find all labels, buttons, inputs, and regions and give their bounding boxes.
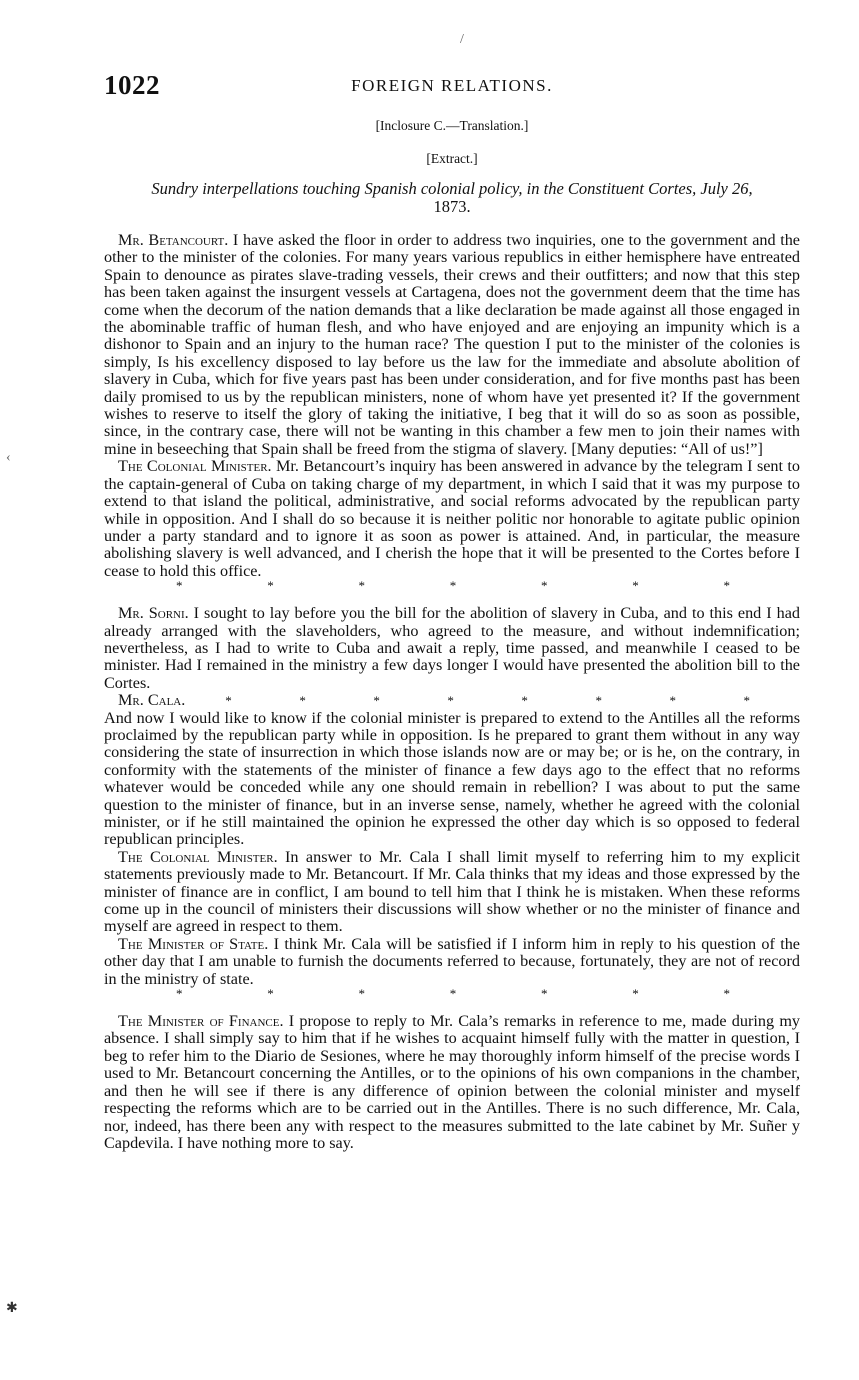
star: * bbox=[176, 986, 183, 1002]
star: * bbox=[358, 986, 365, 1002]
speaker-name: The Colonial Minister. bbox=[118, 457, 272, 476]
star: * bbox=[176, 578, 183, 594]
omission-stars bbox=[104, 988, 800, 1007]
star: * bbox=[541, 578, 548, 594]
paragraph bbox=[104, 849, 800, 936]
star: * bbox=[669, 693, 676, 709]
print-speck: / bbox=[460, 32, 464, 47]
star: * bbox=[373, 693, 380, 709]
print-speck: ‹ bbox=[6, 450, 11, 465]
star: * bbox=[541, 986, 548, 1002]
page-number: 1022 bbox=[104, 70, 160, 100]
extract-label: [Extract.] bbox=[426, 151, 478, 166]
page-header bbox=[104, 70, 800, 102]
star: * bbox=[632, 986, 639, 1002]
title-year: 1873. bbox=[433, 197, 471, 216]
speaker-name: The Minister of Finance. bbox=[118, 1012, 284, 1031]
star: * bbox=[299, 693, 306, 709]
print-speck: ✱ bbox=[6, 1301, 18, 1316]
omission-stars bbox=[104, 580, 800, 599]
speaker-name: The Colonial Minister. bbox=[118, 847, 278, 866]
star: * bbox=[225, 693, 232, 709]
speaker-line bbox=[104, 692, 800, 709]
paragraph bbox=[104, 458, 800, 580]
speaker-name: Mr. Sorni. bbox=[118, 604, 189, 623]
paragraph-text: I think Mr. Cala will be satisfied if I inform him in reply to his question of the other day that I am unable to furnish the documents referred to because, fortunately, they are not of record in the ministry of state. bbox=[104, 934, 800, 988]
star: * bbox=[595, 693, 602, 709]
star: * bbox=[267, 986, 274, 1002]
star: * bbox=[743, 693, 750, 709]
running-head: FOREIGN RELATIONS. bbox=[351, 76, 553, 95]
title-text: Sundry interpellations touching Spanish colonial policy, in the Constituent Cortes, July 26, bbox=[151, 179, 753, 198]
inclosure-label: [Inclosure C.—Translation.] bbox=[375, 118, 529, 133]
paragraph-text: And now I would like to know if the colonial minister is prepared to extend to the Antilles all the reforms proclaimed by the republican party while in opposition. Is he prepared to grant them without in any way considering the state of insurrection in which those islands now are or may be; or is he, on the contrary, in conformity with the statements of the minister of finance a few days ago to the effect that no reforms whatever would be conceded while any one should remain in rebellion? I was about to put the same question to the minister of finance, but in an inverse sense, namely, whether he agreed with the colonial minister, or if he still maintained the opinion he expressed the other day which is so opposed to federal republican principles. bbox=[104, 708, 800, 849]
paragraph bbox=[104, 605, 800, 692]
star: * bbox=[632, 578, 639, 594]
paragraph bbox=[104, 1013, 800, 1152]
paragraph-text: I propose to reply to Mr. Cala’s remarks in reference to me, made during my absence. I shall simply say to him that if he wishes to acquaint himself fully with the matter in question, I beg to refer him to the Diario de Sesiones, where he may thoroughly inform himself of the precise words I used to Mr. Betancourt concerning the Antilles, or to the opinions of his own companions in the chamber, and then he will see if there is any difference of opinion between the colonial minister and myself respecting the reforms which are to be carried out in the Antilles. There is no such difference, Mr. Cala, nor, indeed, has there been any with respect to the measures submitted to the late cabinet by Mr. Suñer y Capdevila. I have nothing more to say. bbox=[104, 1012, 800, 1152]
star: * bbox=[447, 693, 454, 709]
paragraph-text: Mr. Betancourt’s inquiry has been answered in advance by the telegram I sent to the captain-general of Cuba on taking charge of my department, in which I said that it was my purpose to extend to that island the political, administrative, and social reforms advocated by the republican party while in opposition. And I shall do so because it is neither politic nor honorable to agitate public opinion under a party standard and to ignore it as soon as power is attained. And, in particular, the measure abolishing slavery is well advanced, and I cherish the hope that it will be presented to the Cortes before I cease to hold this office. bbox=[104, 457, 800, 580]
star: * bbox=[449, 986, 457, 1002]
speaker-name: Mr. Betancourt. bbox=[118, 231, 229, 249]
star: * bbox=[358, 578, 365, 594]
omission-stars bbox=[185, 692, 800, 709]
star: * bbox=[521, 693, 528, 709]
paragraph-text: I have asked the floor in order to address two inquiries, one to the government and the other to the minister of the colonies. For many years various republics in either hemisphere have entreated Spain to denounce as pirates slave-trading vessels, their crews and their outfitters; and now that this step has been taken against the insurgent vessels at Cartagena, does not the government deem that the time has come when the decorum of the nation demands that a like declaration be made against all those engaged in the abominable traffic of human flesh, and who have enjoyed and are enjoying an impunity which is a dishonor to Spain and an injury to the human race? The question I put to the minister of the colonies is simply, Is his excellency disposed to lay before us the law for the immediate and absolute abolition of slavery in Cuba, which for five years past has been under consideration, and for five months past has been daily promised to us by the republican ministers, none of whom have yet presented it? If the government wishes to reserve to itself the glory of taking the initiative, I beg that it will do so as soon as possible, since, in the contrary case, there will not be wanting in this chamber a few men to join their names with mine in beseeching that Spain shall be freed from the stigma of slavery. [Many deputies: “All of us!”] bbox=[104, 231, 800, 458]
paragraph-text: I sought to lay before you the bill for the abolition of slavery in Cuba, and to this end I had already arranged with the slaveholders, who agreed to the measure, and without indemnification; nevertheless, as I had to write to Cuba and await a reply, time passed, and meanwhile I ceased to be minister. Had I remained in the ministry a few days longer I would have presented the abolition bill to the Cortes. bbox=[104, 604, 800, 692]
paragraph-text: In answer to Mr. Cala I shall limit myself to referring him to my explicit statements previously made to Mr. Betancourt. If Mr. Cala thinks that my ideas and those expressed by the minister of finance are in conflict, I am bound to tell him that I think he is mistaken. When these reforms come up in the council of ministers their discussions will show whether or no the minister of finance and myself are agreed in respect to them. bbox=[104, 847, 800, 936]
star: * bbox=[723, 986, 730, 1002]
star: * bbox=[723, 578, 730, 594]
star: * bbox=[449, 578, 457, 594]
paragraph bbox=[104, 710, 800, 849]
speaker-name: Mr. Cala. bbox=[118, 691, 186, 710]
paragraph bbox=[104, 232, 800, 458]
document-title bbox=[104, 180, 800, 216]
star: * bbox=[267, 578, 274, 594]
speaker-name: The Minister of State. bbox=[118, 934, 269, 953]
paragraph bbox=[104, 936, 800, 988]
document-body bbox=[104, 232, 800, 1152]
